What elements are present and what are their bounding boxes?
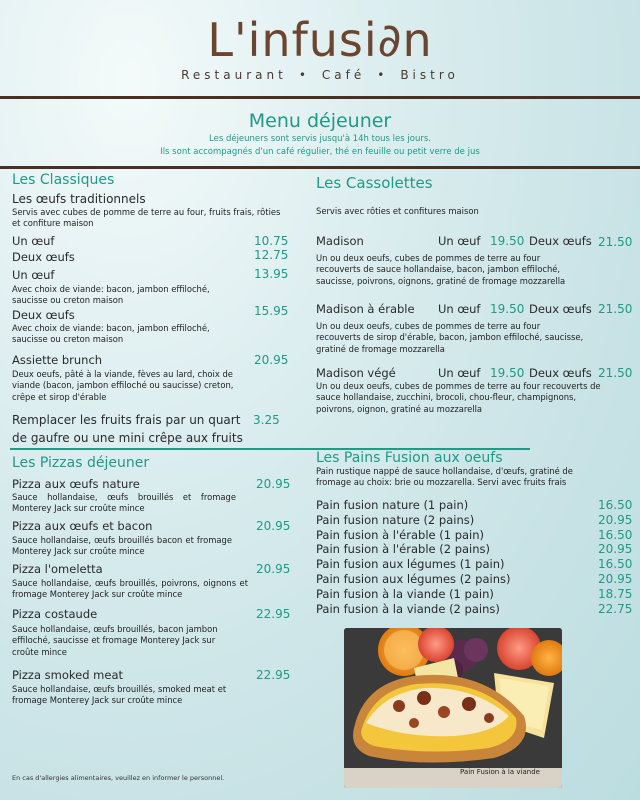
menu-item-name: Deux œufs — [12, 250, 75, 264]
pain-item-price: 20.95 — [598, 572, 633, 586]
photo-caption: Pain Fusion à la viande — [460, 768, 540, 776]
tagline-restaurant: Restaurant — [181, 68, 287, 82]
menu-item-price: 22.95 — [256, 668, 291, 682]
pain-fusion-photo-illustration — [344, 628, 562, 788]
pain-item-price: 16.50 — [598, 528, 633, 542]
header-divider — [0, 96, 640, 99]
menu-subtitle-2: Ils sont accompagnés d'un café régulier, thé en feuille ou petit verre de jus — [160, 147, 480, 157]
tagline-cafe: Café — [321, 68, 366, 82]
menu-item-desc: Sauce hollandaise, œufs brouillés, bacon jambon effiloché, saucisse et fromage Monterey Jack sur croûte mince — [12, 624, 218, 657]
menu-item-price: 15.95 — [254, 304, 289, 318]
menu-item-price: 20.95 — [254, 353, 289, 367]
menu-item-price: 10.75 — [254, 234, 289, 248]
menu-item-price: 22.95 — [256, 607, 291, 621]
replace-line-1: Remplacer les fruits frais par un quart — [12, 413, 241, 427]
menu-item-desc: Deux oeufs, pâté à la viande, fèves au lard, choix de viande (bacon, jambon effiloché ou saucisse) creton, crêpe et sirop d'érable — [12, 369, 234, 402]
pains-intro: Pain rustique nappé de sauce hollandaise, d'œufs, gratiné de fromage au choix: brie ou mozzarella. Servi avec fruits frais — [316, 466, 573, 488]
allergy-footnote: En cas d'allergies alimentaires, veuillez en informer le personnel. — [12, 774, 225, 782]
menu-item-price: 19.50 — [490, 366, 525, 380]
menu-item-name: Pizza smoked meat — [12, 668, 123, 682]
section-title-cassolettes: Les Cassolettes — [316, 174, 433, 192]
menu-item-desc: Avec choix de viande: bacon, jambon effiloché, saucisse ou creton maison — [12, 323, 210, 345]
one-egg-label: Un œuf — [438, 366, 481, 380]
pain-item-name: Pain fusion à la viande (2 pains) — [316, 602, 500, 616]
group-desc-oeufs: Servis avec cubes de pomme de terre au four, fruits frais, rôties et confiture maison — [12, 207, 281, 229]
menu-item-name: Pizza l'omeletta — [12, 562, 103, 576]
menu-item-name: Pizza aux œufs nature — [12, 477, 140, 491]
section-title-pains: Les Pains Fusion aux oeufs — [316, 450, 503, 466]
menu-item-name: Pizza aux œufs et bacon — [12, 519, 153, 533]
replace-price: 3.25 — [253, 413, 280, 427]
food-photo — [344, 628, 562, 788]
pain-item-price: 18.75 — [598, 587, 633, 601]
menu-item-price: 12.75 — [254, 248, 289, 262]
menu-item-price: 13.95 — [254, 267, 289, 281]
menu-item-name: Deux œufs — [12, 308, 75, 322]
menu-item-price: 19.50 — [490, 234, 525, 248]
two-eggs-label: Deux œufs — [529, 366, 592, 380]
menu-item-name: Assiette brunch — [12, 353, 103, 367]
menu-item-price: 20.95 — [256, 477, 291, 491]
menu-item-price: 20.95 — [256, 519, 291, 533]
menu-item-name: Pizza costaude — [12, 607, 98, 621]
pain-item-price: 20.95 — [598, 513, 633, 527]
pain-item-name: Pain fusion nature (2 pains) — [316, 513, 475, 527]
pain-item-name: Pain fusion nature (1 pain) — [316, 498, 469, 512]
two-eggs-label: Deux œufs — [529, 302, 592, 316]
section-title-pizzas: Les Pizzas déjeuner — [12, 455, 150, 471]
pain-item-name: Pain fusion à la viande (1 pain) — [316, 587, 494, 601]
pain-item-name: Pain fusion à l'érable (1 pain) — [316, 528, 485, 542]
menu-item-price: 20.95 — [256, 562, 291, 576]
tagline-bistro: Bistro — [400, 68, 459, 82]
one-egg-label: Un œuf — [438, 234, 481, 248]
menu-item-name: Madison végé — [316, 366, 396, 380]
menu-item-desc: Un ou deux oeufs, cubes de pommes de terre au four recouverts de sauce hollandaise, bacon, jambon effiloché, saucisse, poivrons, oignons, gratiné de fromage mozzarella — [316, 253, 566, 286]
menu-item-name: Madison — [316, 234, 364, 248]
menu-item-name: Un œuf — [12, 234, 55, 248]
tagline: Restaurant • Café • Bistro — [181, 68, 459, 82]
menu-item-desc: Sauce hollandaise, œufs brouillés bacon et fromage Monterey Jack sur croûte mince — [12, 535, 232, 557]
menu-item-price: 19.50 — [490, 302, 525, 316]
pain-item-name: Pain fusion à l'érable (2 pains) — [316, 542, 491, 556]
menu-item-desc: Sauce hollandaise, œufs brouillés et fromage Monterey Jack sur croûte mince — [12, 492, 236, 514]
menu-item-desc: Sauce hollandaise, œufs brouillés, smoked meat et fromage Monterey Jack sur croûte mince — [12, 684, 227, 706]
group-title-oeufs: Les œufs traditionnels — [12, 192, 146, 206]
two-eggs-label: Deux œufs — [529, 234, 592, 248]
menu-item-name: Un œuf — [12, 268, 55, 282]
cassolettes-intro: Servis avec rôties et confitures maison — [316, 206, 479, 216]
pain-item-name: Pain fusion aux légumes (1 pain) — [316, 557, 505, 571]
restaurant-logo: L'infusi∂n — [207, 13, 433, 67]
pain-item-price: 22.75 — [598, 602, 633, 616]
menu-subtitle-1: Les déjeuners sont servis jusqu'à 14h tous les jours. — [209, 134, 431, 144]
pain-item-name: Pain fusion aux légumes (2 pains) — [316, 572, 511, 586]
one-egg-label: Un œuf — [438, 302, 481, 316]
menu-item-desc: Sauce hollandaise, œufs brouillés, poivrons, oignons et fromage Monterey Jack sur croûte mince — [12, 578, 248, 600]
replace-line-2: de gaufre ou une mini crêpe aux fruits — [12, 431, 243, 445]
menu-item-desc: Un ou deux oeufs, cubes de pommes de terre au four recouverts de sauce hollandaise, zucchini, brocoli, chou-fleur, champignons, poivrons, oignon, gratiné au mozzarella — [316, 381, 601, 414]
menu-item-price: 21.50 — [598, 366, 633, 380]
pain-item-price: 16.50 — [598, 557, 633, 571]
pain-item-price: 20.95 — [598, 542, 633, 556]
section-title-classiques: Les Classiques — [12, 172, 115, 188]
menu-item-price: 21.50 — [598, 235, 633, 249]
menu-title: Menu déjeuner — [248, 110, 392, 132]
menu-divider — [0, 166, 640, 169]
menu-item-desc: Avec choix de viande: bacon, jambon effiloché, saucisse ou creton maison — [12, 284, 210, 306]
pain-item-price: 16.50 — [598, 498, 633, 512]
menu-item-desc: Un ou deux oeufs, cubes de pommes de terre au four recouverts de sirop d'érable, bacon, jambon effiloché, saucisse, gratiné de fromage mozzarella — [316, 321, 584, 354]
menu-item-price: 21.50 — [598, 302, 633, 316]
menu-item-name: Madison à érable — [316, 302, 415, 316]
